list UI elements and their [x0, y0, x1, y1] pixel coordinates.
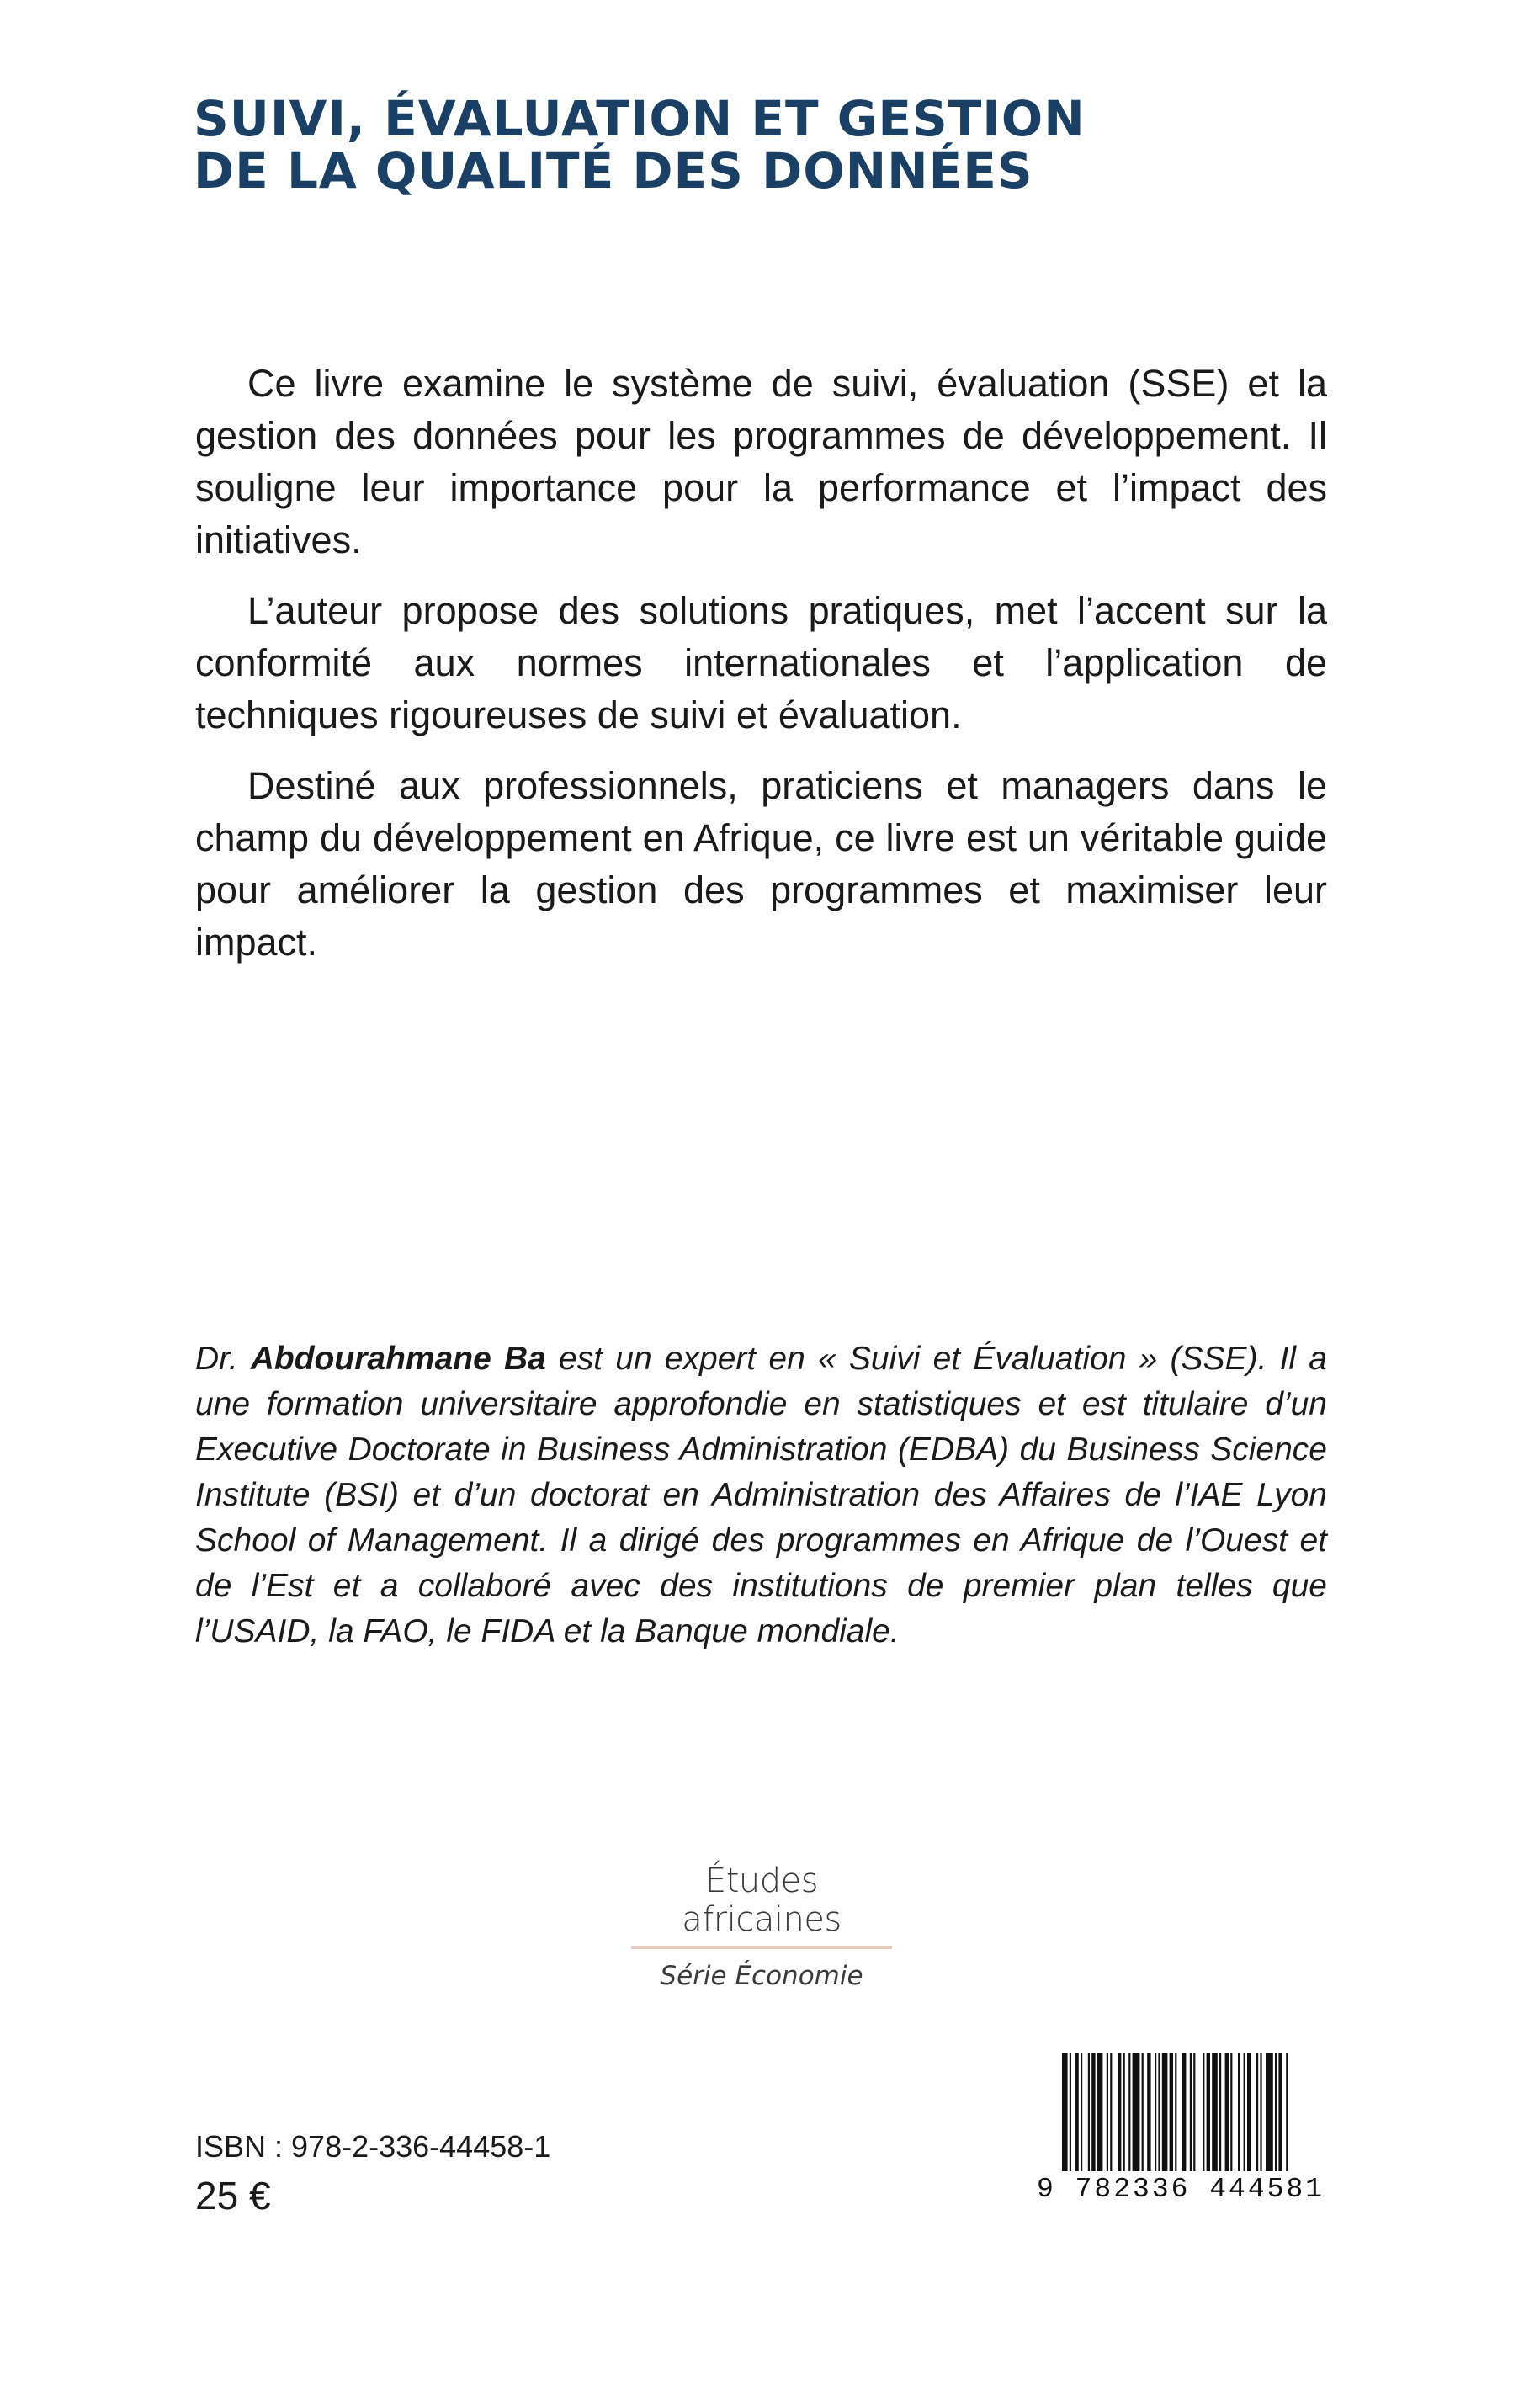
series-divider: [631, 1946, 892, 1949]
book-description: [195, 358, 1327, 987]
subseries-name: Série Économie: [660, 1961, 863, 1991]
author-name: Abdourahmane Ba: [250, 1341, 546, 1377]
barcode-bar: [1133, 2053, 1140, 2171]
barcode-bar: [1175, 2053, 1176, 2171]
barcode-bar: [1155, 2053, 1156, 2171]
book-title: [194, 90, 1456, 199]
description-paragraph-2: L’auteur propose des solutions pratiques, met l’accent sur la conformité aux normes internationales et l’application de techniques rigoureuses de suivi et évaluation.: [195, 589, 1327, 736]
barcode-bar: [1238, 2053, 1240, 2171]
barcode-bar: [1230, 2053, 1232, 2171]
barcode-bar: [1212, 2053, 1218, 2171]
barcode-bar: [1256, 2053, 1258, 2171]
barcode-bar: [1225, 2053, 1229, 2171]
barcode-bar: [1219, 2053, 1221, 2171]
series-name: Études africaines: [682, 1862, 842, 1939]
barcode-bar: [1207, 2053, 1210, 2171]
barcode-digits: 9 782336 444581: [1037, 2174, 1325, 2205]
book-title-line-2: DE LA QUALITÉ DES DONNÉES: [194, 142, 1033, 199]
book-title-line-1: SUIVI, ÉVALUATION ET GESTION: [194, 90, 1086, 147]
price: 25 €: [195, 2174, 271, 2218]
barcode-bar: [1097, 2053, 1103, 2171]
barcode-bar: [1070, 2053, 1071, 2171]
description-paragraph-1: Ce livre examine le système de suivi, évaluation (SSE) et la gestion des données pour les programmes de développement. Il souligne leur importance pour la performance et l’impact des initiatives.: [195, 362, 1327, 561]
barcode: [1037, 2053, 1344, 2209]
barcode-bar: [1266, 2053, 1273, 2171]
barcode-bar: [1062, 2053, 1068, 2171]
barcode-bar: [1244, 2053, 1245, 2171]
barcode-bar: [1162, 2053, 1168, 2171]
barcode-bar: [1118, 2053, 1121, 2171]
barcode-bar: [1190, 2053, 1192, 2171]
barcode-bar: [1147, 2053, 1150, 2171]
barcode-bars: [1037, 2053, 1344, 2171]
author-bio: [195, 1336, 1327, 1655]
barcode-bar: [1091, 2053, 1095, 2171]
barcode-bar: [1110, 2053, 1112, 2171]
barcode-bar: [1142, 2053, 1144, 2171]
barcode-bar: [1107, 2053, 1108, 2171]
barcode-bar: [1123, 2053, 1125, 2171]
barcode-bar: [1081, 2053, 1082, 2171]
barcode-bar: [1158, 2053, 1160, 2171]
barcode-bar: [1075, 2053, 1078, 2171]
barcode-bar: [1128, 2053, 1130, 2171]
description-paragraph-3: Destiné aux professionnels, praticiens et managers dans le champ du développement en Afrique, ce livre est un véritable guide pour améliorer la gestion des programmes et maximiser leur impact.: [195, 764, 1327, 964]
barcode-bar: [1170, 2053, 1173, 2171]
isbn: ISBN : 978-2-336-44458-1: [195, 2129, 551, 2164]
barcode-bar: [1193, 2053, 1195, 2171]
barcode-bar: [1278, 2053, 1282, 2171]
barcode-bar: [1203, 2053, 1204, 2171]
barcode-bar: [1182, 2053, 1186, 2171]
author-bio-text: est un expert en « Suivi et Évaluation » (SSE). Il a une formation universitaire approfondie en statistiques et est titulaire d’un Executive Doctorate in Business Administration (EDBA) du Business Science Institute (BSI) et d’un doctorat en Administration des Affaires de l’IAE Lyon School of Management. Il a dirigé des programmes en Afrique de l’Ouest et de l’Est et a collaboré avec des institutions de premier plan telles que l’USAID, la FAO, le FIDA et la Banque mondiale.: [195, 1341, 1327, 1649]
author-prefix: Dr.: [195, 1341, 251, 1377]
series-logo: [627, 1862, 896, 1991]
barcode-bar: [1260, 2053, 1261, 2171]
barcode-bar: [1275, 2053, 1277, 2171]
barcode-bar: [1247, 2053, 1251, 2171]
barcode-bar: [1088, 2053, 1090, 2171]
barcode-bar: [1286, 2053, 1288, 2171]
